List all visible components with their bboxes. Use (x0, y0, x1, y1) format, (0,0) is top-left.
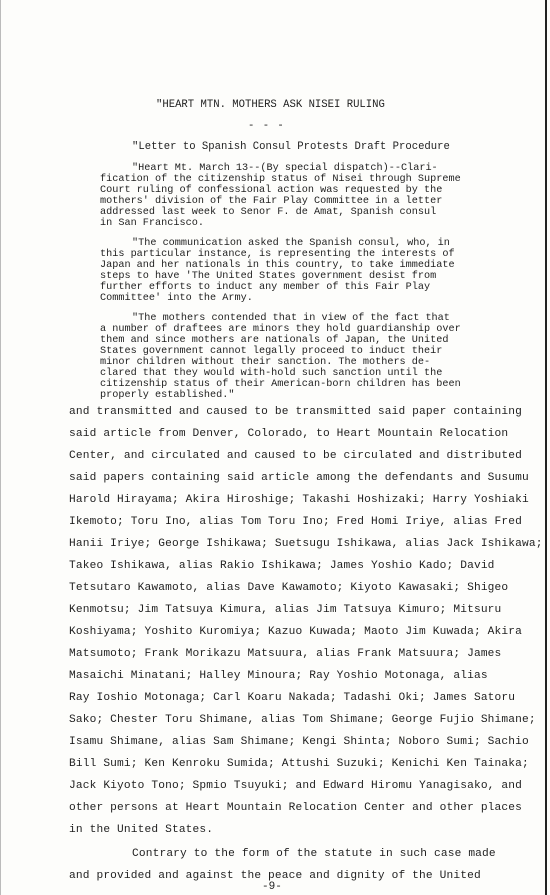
quote-line: minor children without their sanction. The mothers de- (100, 357, 431, 368)
quote-line: "Heart Mt. March 13--(By special dispatch)--Clari- (132, 163, 438, 174)
subhead: "Letter to Spanish Consul Protests Draft Procedure (132, 141, 450, 153)
quote-line: fication of the citizenship status of Nisei through Supreme (100, 174, 461, 185)
body-line: Isamu Shimane, alias Sam Shimane; Kengi Shinta; Noboro Sumi; Sachio (69, 736, 529, 748)
quote-line: them and since mothers are nationals of Japan, the United (100, 335, 449, 346)
quote-line: further efforts to induct any member of this Fair Play (100, 282, 431, 293)
closing-line: and provided and against the peace and dignity of the United (69, 870, 481, 882)
body-line: Ray Ioshio Motonaga; Carl Koaru Nakada; Tadashi Oki; James Satoru (69, 692, 516, 704)
body-line: Takeo Ishikawa, alias Rakio Ishikawa; James Yoshio Kado; David (69, 560, 495, 572)
quote-line: a number of draftees are minors they hold guardianship over (100, 324, 461, 335)
body-line: Koshiyama; Yoshito Kuromiya; Kazuo Kuwada; Maoto Jim Kuwada; Akira (69, 626, 522, 638)
page-number: -9- (262, 881, 282, 893)
quote-line: properly established." (100, 390, 235, 401)
page-left-edge (0, 0, 1, 895)
page-right-edge (545, 0, 547, 895)
body-line: Harold Hirayama; Akira Hiroshige; Takashi Hoshizaki; Harry Yoshiaki (69, 494, 529, 506)
quote-line: "The communication asked the Spanish consul, who, in (132, 238, 450, 249)
body-line: Center, and circulated and caused to be circulated and distributed (69, 450, 522, 462)
quote-line: Committee' into the Army. (100, 293, 253, 304)
quote-line: clared that they would with-hold such sanction until the (100, 368, 443, 379)
body-line: other persons at Heart Mountain Relocation Center and other places (69, 802, 522, 814)
body-line: Sako; Chester Toru Shimane, alias Tom Shimane; George Fujio Shimane; (69, 714, 536, 726)
separator: - - - (248, 120, 285, 132)
body-line: Ikemoto; Toru Ino, alias Tom Toru Ino; Fred Homi Iriye, alias Fred (69, 516, 522, 528)
quote-line: Japan and her nationals in this country, to take immediate (100, 260, 455, 271)
body-line: Jack Kiyoto Tono; Spmio Tsuyuki; and Edward Hiromu Yanagisako, and (69, 780, 522, 792)
body-line: said article from Denver, Colorado, to Heart Mountain Relocation (69, 428, 509, 440)
quote-line: in San Francisco. (100, 218, 204, 229)
quote-line: States government cannot legally proceed to induct their (100, 346, 443, 357)
closing-line: Contrary to the form of the statute in such case made (132, 848, 496, 860)
body-line: Masaichi Minatani; Halley Minoura; Ray Yoshio Motonaga, alias (69, 670, 488, 682)
quote-line: citizenship status of their American-born children has been (100, 379, 461, 390)
body-line: said papers containing said article among the defendants and Susumu (69, 472, 529, 484)
body-line: Hanii Iriye; George Ishikawa; Suetsugu Ishikawa, alias Jack Ishikawa; (69, 538, 543, 550)
body-line: and transmitted and caused to be transmitted said paper containing (69, 406, 522, 418)
quote-line: mothers' division of the Fair Play Committee in a letter (100, 196, 443, 207)
body-line: Matsumoto; Frank Morikazu Matsuura, alias Frank Matsuura; James (69, 648, 502, 660)
body-line: Tetsutaro Kawamoto, alias Dave Kawamoto; Kiyoto Kawasaki; Shigeo (69, 582, 509, 594)
quote-line: Court ruling of confessional action was requested by the (100, 185, 443, 196)
body-line: Kenmotsu; Jim Tatsuya Kimura, alias Jim Tatsuya Kimuro; Mitsuru (69, 604, 502, 616)
body-line: in the United States. (69, 824, 214, 836)
headline: "HEART MTN. MOTHERS ASK NISEI RULING (156, 99, 385, 111)
quote-line: this particular instance, is representing the interests of (100, 249, 455, 260)
quote-line: "The mothers contended that in view of the fact that (132, 313, 450, 324)
quote-line: steps to have 'The United States government desist from (100, 271, 437, 282)
quote-line: addressed last week to Senor F. de Amat, Spanish consul (100, 207, 437, 218)
body-line: Bill Sumi; Ken Kenroku Sumida; Attushi Suzuki; Kenichi Ken Tainaka; (69, 758, 529, 770)
